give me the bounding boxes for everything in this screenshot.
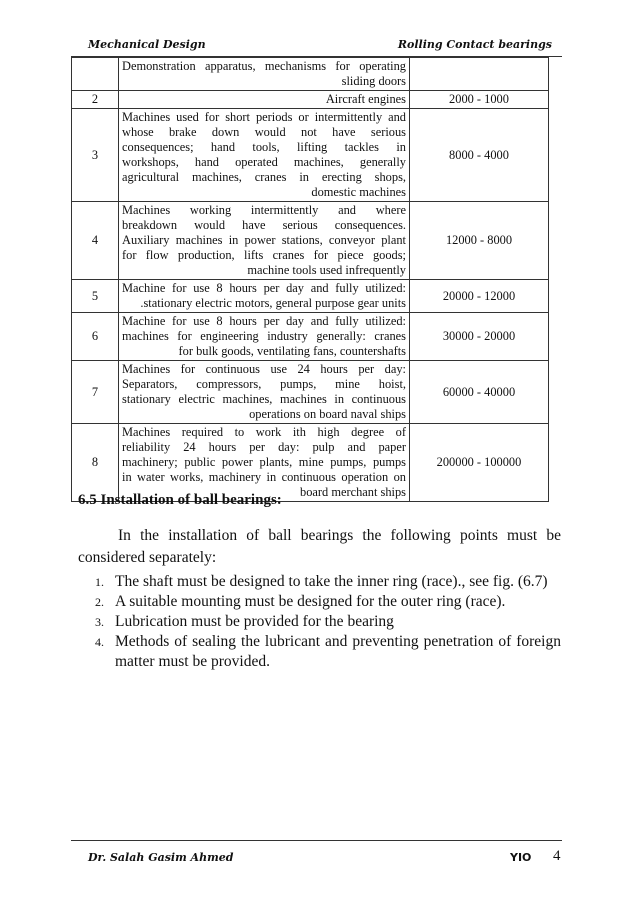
table-row bbox=[72, 313, 549, 361]
application-line: stationary electric machines, machines in continuous bbox=[122, 392, 406, 406]
application-cell bbox=[119, 424, 410, 502]
application-cell bbox=[119, 58, 410, 91]
row-number: 2 bbox=[72, 91, 119, 109]
list-item bbox=[78, 592, 561, 612]
list-number: 3. bbox=[95, 615, 104, 629]
application-line: Machines required to work ith high degree of bbox=[122, 425, 406, 439]
table-row bbox=[72, 58, 549, 91]
application-line: .stationary electric motors, general purpose gear units bbox=[140, 296, 406, 310]
application-cell bbox=[119, 313, 410, 361]
row-number bbox=[72, 58, 119, 91]
row-number: 4 bbox=[72, 202, 119, 280]
application-cell bbox=[119, 109, 410, 202]
header-left-title: Mechanical Design bbox=[88, 38, 206, 51]
application-line: whose brake down would not have serious bbox=[122, 125, 406, 139]
header-right-title: Rolling Contact bearings bbox=[397, 38, 552, 51]
bearing-life-table bbox=[71, 57, 549, 502]
application-line: in water works, machinery in continuous operation on bbox=[122, 470, 406, 484]
installation-points-list bbox=[78, 572, 561, 672]
table-row bbox=[72, 361, 549, 424]
footer-code: YIO bbox=[510, 851, 532, 864]
life-hours-cell: 200000 - 100000 bbox=[410, 424, 549, 502]
application-line: Machines for continuous use 24 hours per day: bbox=[122, 362, 406, 376]
life-hours-cell: 8000 - 4000 bbox=[410, 109, 549, 202]
list-number: 4. bbox=[95, 635, 104, 649]
application-cell bbox=[119, 91, 410, 109]
application-cell bbox=[119, 202, 410, 280]
list-number: 2. bbox=[95, 595, 104, 609]
application-line: agricultural machines, cranes in erecting shops, bbox=[122, 170, 406, 184]
intro-line-1: In the installation of ball bearings the following points must be bbox=[118, 527, 561, 544]
footer-rule bbox=[71, 840, 562, 841]
application-line: for bulk goods, ventilating fans, countershafts bbox=[178, 344, 406, 358]
table-row bbox=[72, 109, 549, 202]
list-text: Lubrication must be provided for the bearing bbox=[115, 613, 394, 630]
section-heading: 6.5 Installation of ball bearings: bbox=[78, 492, 282, 508]
footer-author: Dr. Salah Gasim Ahmed bbox=[88, 851, 234, 864]
application-line: Demonstration apparatus, mechanisms for operating bbox=[122, 59, 406, 73]
row-number: 5 bbox=[72, 280, 119, 313]
application-line: workshops, hand operated machines, generally bbox=[122, 155, 406, 169]
table-row bbox=[72, 202, 549, 280]
life-hours-cell: 20000 - 12000 bbox=[410, 280, 549, 313]
table-row bbox=[72, 91, 549, 109]
application-line: Aircraft engines bbox=[325, 92, 406, 106]
row-number: 7 bbox=[72, 361, 119, 424]
life-hours-cell: 60000 - 40000 bbox=[410, 361, 549, 424]
application-line: operations on board naval ships bbox=[249, 407, 406, 421]
application-line: breakdown would have serious consequences. bbox=[122, 218, 406, 232]
application-line: reliability 24 hours per day: pulp and paper bbox=[122, 440, 406, 454]
life-hours-cell: 2000 - 1000 bbox=[410, 91, 549, 109]
life-hours-cell bbox=[410, 58, 549, 91]
row-number: 8 bbox=[72, 424, 119, 502]
intro-paragraph bbox=[78, 525, 561, 569]
application-cell bbox=[119, 280, 410, 313]
intro-line-2: considered separately: bbox=[78, 549, 217, 566]
application-line: Separators, compressors, pumps, mine hoist, bbox=[122, 377, 406, 391]
list-text: The shaft must be designed to take the inner ring (race)., see fig. (6.7) bbox=[115, 573, 548, 590]
application-line: Machine for use 8 hours per day and fully utilized: bbox=[122, 314, 406, 328]
list-text: A suitable mounting must be designed for the outer ring (race). bbox=[115, 593, 506, 610]
application-line: for flow production, lifts cranes for piece goods; bbox=[122, 248, 406, 262]
list-item bbox=[78, 632, 561, 672]
list-item bbox=[78, 612, 561, 632]
table-row bbox=[72, 424, 549, 502]
life-hours-cell: 30000 - 20000 bbox=[410, 313, 549, 361]
list-text: Methods of sealing the lubricant and preventing penetration of foreign matter must be provided. bbox=[115, 633, 561, 670]
application-line: machinery; public power plants, mine pumps, pumps bbox=[122, 455, 406, 469]
application-line: Machines used for short periods or intermittently and bbox=[122, 110, 406, 124]
application-line: Machine for use 8 hours per day and fully utilized: bbox=[122, 281, 406, 295]
row-number: 3 bbox=[72, 109, 119, 202]
application-line: domestic machines bbox=[311, 185, 406, 199]
table-row bbox=[72, 280, 549, 313]
application-line: machines for engineering industry generally: cranes bbox=[122, 329, 406, 343]
list-item bbox=[78, 572, 561, 592]
application-line: sliding doors bbox=[341, 74, 406, 88]
application-line: machine tools used infrequently bbox=[247, 263, 406, 277]
row-number: 6 bbox=[72, 313, 119, 361]
application-line: consequences; hand tools, lifting tackles in bbox=[122, 140, 406, 154]
application-line: Auxiliary machines in power stations, conveyor plant bbox=[122, 233, 406, 247]
page-number: 4 bbox=[553, 848, 561, 864]
application-line: Machines working intermittently and where bbox=[122, 203, 406, 217]
application-cell bbox=[119, 361, 410, 424]
life-hours-cell: 12000 - 8000 bbox=[410, 202, 549, 280]
list-number: 1. bbox=[95, 575, 104, 589]
application-line: board merchant ships bbox=[300, 485, 406, 499]
